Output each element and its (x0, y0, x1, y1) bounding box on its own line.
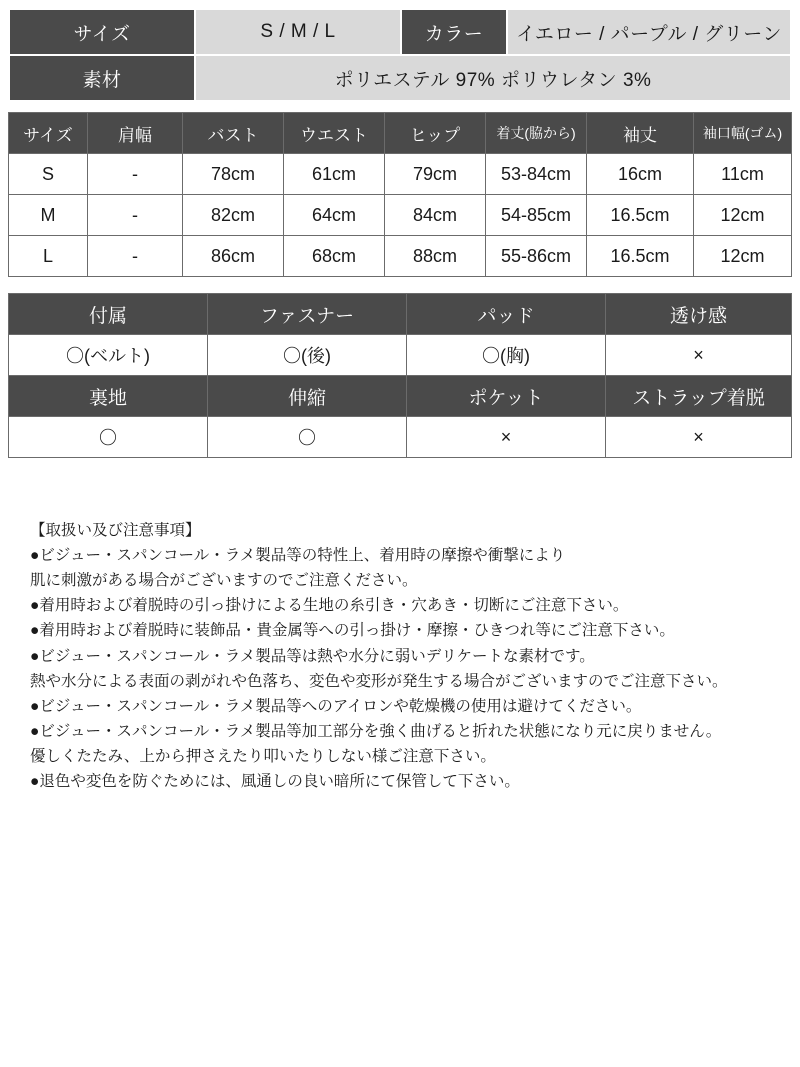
col-shoulder: 肩幅 (88, 113, 183, 154)
feat-label-accessory: 付属 (9, 294, 208, 335)
notes-line: ●退色や変色を防ぐためには、風通しの良い暗所にて保管して下さい。 (30, 773, 520, 791)
table-header-row (9, 113, 792, 154)
cell-shoulder: - (88, 154, 183, 195)
cell-hip: 79cm (385, 154, 486, 195)
cell-cuff-width: 11cm (694, 154, 792, 195)
table-row (9, 335, 792, 376)
feature-table (8, 293, 792, 458)
col-bust: バスト (183, 113, 284, 154)
notes-line: 熱や水分による表面の剥がれや色落ち、変色や変形が発生する場合がございますのでご注意下さい。 (30, 672, 728, 690)
cell-hip: 88cm (385, 236, 486, 277)
notes-line: ●着用時および着脱時の引っ掛けによる生地の糸引き・穴あき・切断にご注意下さい。 (30, 597, 629, 615)
feat-label-stretch: 伸縮 (208, 376, 407, 417)
table-row (9, 417, 792, 458)
feat-value-stretch: 〇 (208, 417, 407, 458)
feat-value-sheerness: × (606, 335, 792, 376)
notes-line: ●着用時および着脱時に装飾品・貴金属等への引っ掛け・摩擦・ひきつれ等にご注意下さい。 (30, 622, 675, 640)
cell-length: 55-86cm (486, 236, 587, 277)
col-waist: ウエスト (284, 113, 385, 154)
cell-length: 54-85cm (486, 195, 587, 236)
table-row (9, 55, 791, 101)
feat-label-pad: パッド (407, 294, 606, 335)
cell-bust: 86cm (183, 236, 284, 277)
table-header-row (9, 294, 792, 335)
notes-line: ●ビジュー・スパンコール・ラメ製品等は熱や水分に弱いデリケートな素材です。 (30, 647, 595, 665)
spec-label-color: カラー (401, 9, 507, 55)
cell-length: 53-84cm (486, 154, 587, 195)
care-notes (8, 518, 792, 794)
cell-shoulder: - (88, 195, 183, 236)
col-sleeve-length: 袖丈 (587, 113, 694, 154)
feat-label-pocket: ポケット (407, 376, 606, 417)
col-size: サイズ (9, 113, 88, 154)
feat-label-sheerness: 透け感 (606, 294, 792, 335)
feat-value-zipper: 〇(後) (208, 335, 407, 376)
cell-size: L (9, 236, 88, 277)
col-cuff-width: 袖口幅(ゴム) (694, 113, 792, 154)
feat-label-strap-detach: ストラップ着脱 (606, 376, 792, 417)
cell-sleeve-length: 16cm (587, 154, 694, 195)
notes-line: 優しくたたみ、上から押さえたり叩いたりしない様ご注意下さい。 (30, 747, 496, 765)
spec-label-size: サイズ (9, 9, 195, 55)
notes-line: ●ビジュー・スパンコール・ラメ製品等へのアイロンや乾燥機の使用は避けてください。 (30, 697, 642, 715)
notes-line: 肌に刺激がある場合がございますのでご注意ください。 (30, 572, 418, 590)
notes-line: ●ビジュー・スパンコール・ラメ製品等の特性上、着用時の摩擦や衝撃により (30, 547, 566, 565)
table-row (9, 9, 791, 55)
cell-waist: 68cm (284, 236, 385, 277)
cell-sleeve-length: 16.5cm (587, 195, 694, 236)
feat-value-lining: 〇 (9, 417, 208, 458)
cell-waist: 64cm (284, 195, 385, 236)
cell-size: S (9, 154, 88, 195)
spec-value-size: S / M / L (195, 9, 401, 55)
cell-waist: 61cm (284, 154, 385, 195)
spec-value-material: ポリエステル 97% ポリウレタン 3% (195, 55, 791, 101)
table-row (9, 195, 792, 236)
size-measurement-table (8, 112, 792, 277)
notes-title: 【取扱い及び注意事項】 (30, 522, 201, 539)
cell-cuff-width: 12cm (694, 236, 792, 277)
feat-value-accessory: 〇(ベルト) (9, 335, 208, 376)
table-row (9, 236, 792, 277)
feat-label-lining: 裏地 (9, 376, 208, 417)
feat-value-strap-detach: × (606, 417, 792, 458)
col-length: 着丈(脇から) (486, 113, 587, 154)
cell-bust: 78cm (183, 154, 284, 195)
feat-value-pad: 〇(胸) (407, 335, 606, 376)
feat-label-zipper: ファスナー (208, 294, 407, 335)
col-hip: ヒップ (385, 113, 486, 154)
feat-value-pocket: × (407, 417, 606, 458)
cell-cuff-width: 12cm (694, 195, 792, 236)
notes-line: ●ビジュー・スパンコール・ラメ製品等加工部分を強く曲げると折れた状態になり元に戻りません。 (30, 722, 722, 740)
cell-hip: 84cm (385, 195, 486, 236)
cell-size: M (9, 195, 88, 236)
table-row (9, 154, 792, 195)
table-header-row (9, 376, 792, 417)
cell-bust: 82cm (183, 195, 284, 236)
spec-value-color: イエロー / パープル / グリーン (507, 9, 791, 55)
cell-sleeve-length: 16.5cm (587, 236, 694, 277)
spec-label-material: 素材 (9, 55, 195, 101)
cell-shoulder: - (88, 236, 183, 277)
spec-summary-table (8, 8, 792, 102)
